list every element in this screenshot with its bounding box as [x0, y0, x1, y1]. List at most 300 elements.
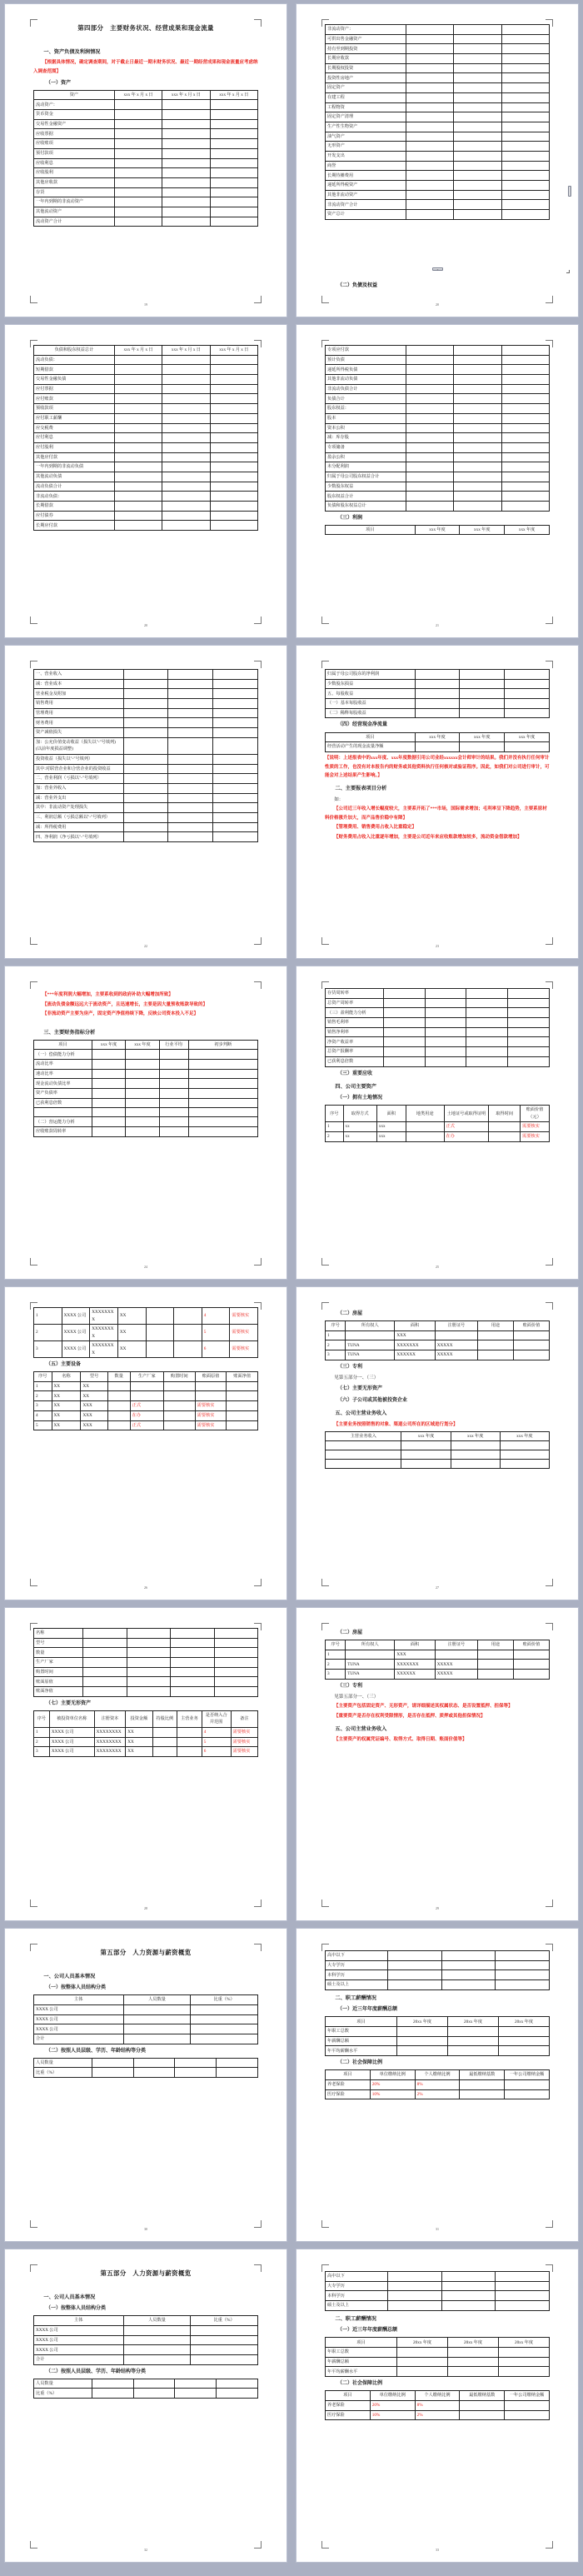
- cell-value[interactable]: [227, 1401, 258, 1411]
- cashflow-table[interactable]: [325, 732, 550, 752]
- cell-value[interactable]: [383, 1056, 425, 1066]
- cell-value[interactable]: [213, 737, 258, 754]
- cell-value[interactable]: [454, 161, 501, 171]
- cell-value[interactable]: 正式: [444, 1122, 489, 1132]
- cell-value[interactable]: [508, 1027, 550, 1037]
- cell-value[interactable]: [500, 1450, 549, 1460]
- cell-value[interactable]: [152, 1737, 177, 1747]
- cell-value[interactable]: XX: [126, 1737, 152, 1747]
- cell-value[interactable]: [123, 2355, 191, 2365]
- cell-value[interactable]: [508, 1056, 550, 1066]
- cell-value[interactable]: [227, 1391, 258, 1401]
- cell-value[interactable]: [425, 1037, 466, 1047]
- cell-value[interactable]: XXX: [81, 1410, 107, 1420]
- land-table[interactable]: [325, 1105, 550, 1141]
- cell-value[interactable]: [499, 2027, 550, 2037]
- cell-value[interactable]: [168, 728, 213, 738]
- cell-value[interactable]: XX: [126, 1727, 152, 1737]
- cell-value[interactable]: [171, 1677, 214, 1687]
- cell-value[interactable]: [114, 511, 162, 521]
- cell-value[interactable]: [505, 708, 550, 718]
- cell-value[interactable]: [210, 452, 257, 462]
- cell-value[interactable]: [213, 679, 258, 689]
- row-index[interactable]: 养老保险: [326, 2400, 371, 2410]
- row-index[interactable]: 养老保险: [326, 2079, 371, 2089]
- cell-value[interactable]: [168, 699, 213, 709]
- cell-value[interactable]: [454, 122, 501, 132]
- cell-value[interactable]: [168, 689, 213, 699]
- cell-value[interactable]: [500, 1441, 549, 1450]
- row-index[interactable]: 2: [326, 1660, 346, 1670]
- cell-value[interactable]: [188, 1098, 257, 1108]
- subsidiary-table-2[interactable]: [33, 1710, 258, 1757]
- cell-value[interactable]: [162, 384, 210, 394]
- cell-value[interactable]: [162, 521, 210, 531]
- cell-value[interactable]: [454, 102, 501, 112]
- cell-value[interactable]: XX: [81, 1381, 107, 1391]
- cell-value[interactable]: [214, 1648, 257, 1658]
- cell-value[interactable]: [397, 2348, 448, 2358]
- cell-value[interactable]: [126, 1127, 159, 1137]
- cell-value[interactable]: [406, 384, 453, 394]
- cell-value[interactable]: [499, 2348, 550, 2358]
- cell-value[interactable]: [425, 1008, 466, 1018]
- cell-value[interactable]: [92, 2068, 133, 2078]
- document-page-6[interactable]: [296, 646, 578, 958]
- cell-value[interactable]: [460, 679, 505, 689]
- cell-value[interactable]: XXX: [81, 1420, 107, 1430]
- cell-value[interactable]: [406, 472, 453, 482]
- cell-value[interactable]: [454, 452, 501, 462]
- cell-value[interactable]: [501, 83, 549, 93]
- cell-value[interactable]: [168, 718, 213, 728]
- cell-value[interactable]: [383, 1027, 425, 1037]
- cell-value[interactable]: [123, 832, 168, 842]
- cell-value[interactable]: [454, 482, 501, 492]
- cell-value[interactable]: XXXX 公司: [62, 1325, 90, 1341]
- cell-value[interactable]: [406, 404, 453, 414]
- cell-value[interactable]: [114, 404, 162, 414]
- cell-value[interactable]: [171, 1638, 214, 1648]
- cell-value[interactable]: [159, 1108, 188, 1117]
- cell-value[interactable]: [505, 670, 550, 680]
- cell-value[interactable]: [126, 1098, 159, 1108]
- cell-value[interactable]: [454, 73, 501, 83]
- cell-value[interactable]: [162, 177, 210, 187]
- cell-value[interactable]: [501, 54, 549, 64]
- cell-value[interactable]: [213, 699, 258, 709]
- cell-value[interactable]: [441, 1980, 496, 1990]
- cell-value[interactable]: [406, 502, 453, 512]
- cell-value[interactable]: [107, 1391, 130, 1401]
- equipment-table-cont[interactable]: [33, 1628, 258, 1697]
- cell-value[interactable]: [171, 1687, 214, 1697]
- cell-value[interactable]: [388, 2281, 442, 2291]
- cell-value[interactable]: [496, 2281, 550, 2291]
- cell-value[interactable]: [227, 1420, 258, 1430]
- cell-value[interactable]: [214, 1629, 257, 1639]
- cell-value[interactable]: 2%: [415, 2089, 460, 2099]
- cell-value[interactable]: [454, 25, 501, 35]
- cell-value[interactable]: [454, 492, 501, 502]
- cell-value[interactable]: [130, 1391, 163, 1401]
- cell-value[interactable]: XXXXXXXX: [90, 1308, 118, 1325]
- cell-value[interactable]: [214, 1638, 257, 1648]
- cell-value[interactable]: [162, 355, 210, 365]
- cell-value[interactable]: [401, 1460, 451, 1469]
- cell-value[interactable]: [425, 1018, 466, 1028]
- social-insurance-table-2[interactable]: [325, 2390, 550, 2420]
- cell-value[interactable]: [162, 462, 210, 472]
- cell-value[interactable]: [513, 1340, 549, 1350]
- cell-value[interactable]: [162, 187, 210, 197]
- cell-value[interactable]: [454, 384, 501, 394]
- cell-value[interactable]: [505, 2410, 550, 2420]
- cell-value[interactable]: [162, 433, 210, 443]
- cell-value[interactable]: XXXX 公司: [49, 1737, 94, 1747]
- cell-value[interactable]: [188, 1079, 257, 1089]
- cell-value[interactable]: [383, 1018, 425, 1028]
- cell-value[interactable]: [126, 1060, 159, 1070]
- social-insurance-table[interactable]: [325, 2069, 550, 2099]
- cell-value[interactable]: [114, 394, 162, 404]
- cell-value[interactable]: [127, 1658, 170, 1668]
- cell-value[interactable]: [406, 181, 453, 191]
- cell-value[interactable]: [406, 161, 453, 171]
- document-page-7[interactable]: [5, 966, 287, 1279]
- cell-value[interactable]: [107, 1410, 130, 1420]
- cell-value[interactable]: [406, 375, 453, 385]
- document-page-16[interactable]: [296, 2249, 578, 2562]
- cell-value[interactable]: [191, 2335, 258, 2345]
- assets-table-part2[interactable]: [325, 24, 550, 220]
- cell-value[interactable]: [188, 1108, 257, 1117]
- cell-value[interactable]: [501, 34, 549, 44]
- cell-value[interactable]: [454, 132, 501, 142]
- cell-value[interactable]: [130, 1381, 163, 1391]
- cell-value[interactable]: [159, 1050, 188, 1060]
- cell-value[interactable]: [174, 1325, 202, 1341]
- profit-table-header[interactable]: [325, 525, 550, 536]
- cell-value[interactable]: [406, 112, 453, 122]
- cell-value[interactable]: [454, 200, 501, 210]
- cell-value[interactable]: [188, 1117, 257, 1127]
- cell-value[interactable]: [406, 413, 453, 423]
- cell-value[interactable]: [454, 413, 501, 423]
- cell-value[interactable]: [126, 1069, 159, 1079]
- cell-value[interactable]: [83, 1658, 127, 1668]
- cell-value[interactable]: [383, 989, 425, 999]
- cell-value[interactable]: [501, 161, 549, 171]
- cell-value[interactable]: xxx: [376, 1131, 406, 1141]
- cell-value[interactable]: [175, 2058, 217, 2068]
- cell-value[interactable]: [460, 708, 505, 718]
- cell-value[interactable]: [406, 25, 453, 35]
- cell-value[interactable]: XXXXXXXX: [90, 1325, 118, 1341]
- document-page-12[interactable]: [296, 1608, 578, 1920]
- cell-value[interactable]: [501, 44, 549, 54]
- cell-value[interactable]: [114, 462, 162, 472]
- cell-value[interactable]: [454, 442, 501, 452]
- personnel-level-table-3[interactable]: [33, 2379, 258, 2399]
- cell-value[interactable]: [388, 1980, 442, 1990]
- cell-value[interactable]: [152, 1747, 177, 1757]
- cell-value[interactable]: [406, 73, 453, 83]
- cell-value[interactable]: [188, 1089, 257, 1099]
- cell-value[interactable]: [466, 1027, 508, 1037]
- cell-value[interactable]: 20%: [370, 2400, 415, 2410]
- cell-value[interactable]: [162, 472, 210, 482]
- cell-value[interactable]: XXXXX: [435, 1340, 477, 1350]
- cell-value[interactable]: [214, 1687, 257, 1697]
- cell-value[interactable]: [92, 1127, 125, 1137]
- cell-value[interactable]: [499, 2367, 550, 2377]
- cell-value[interactable]: [126, 1050, 159, 1060]
- cell-value[interactable]: [114, 207, 162, 217]
- cell-value[interactable]: [127, 1638, 170, 1648]
- cell-value[interactable]: [168, 832, 213, 842]
- cell-value[interactable]: [415, 742, 460, 752]
- cell-value[interactable]: [499, 2357, 550, 2367]
- cell-value[interactable]: [460, 2410, 505, 2420]
- cell-value[interactable]: [123, 670, 168, 680]
- revenue-table[interactable]: [325, 1431, 550, 1470]
- cell-value[interactable]: XXXXX: [435, 1660, 477, 1670]
- cell-value[interactable]: [508, 1018, 550, 1028]
- cell-value[interactable]: [505, 699, 550, 709]
- cell-value[interactable]: [188, 1127, 257, 1137]
- cell-value[interactable]: [114, 413, 162, 423]
- row-index[interactable]: 1: [34, 1727, 50, 1737]
- cell-value[interactable]: [162, 119, 210, 129]
- cell-value[interactable]: [406, 171, 453, 181]
- cell-value[interactable]: [123, 2004, 191, 2014]
- cell-value[interactable]: [162, 404, 210, 414]
- cell-value[interactable]: [114, 158, 162, 168]
- cell-value[interactable]: [466, 998, 508, 1008]
- cell-value[interactable]: [159, 1117, 188, 1127]
- cell-value[interactable]: [477, 1660, 513, 1670]
- cell-value[interactable]: [227, 1381, 258, 1391]
- cell-value[interactable]: [501, 171, 549, 181]
- cell-value[interactable]: XXXXXXXX: [94, 1747, 126, 1757]
- cell-value[interactable]: [163, 1401, 195, 1411]
- personnel-level-table-cont[interactable]: [325, 1950, 550, 1990]
- cell-value[interactable]: [406, 346, 453, 356]
- subsidiary-table[interactable]: [33, 1307, 258, 1358]
- cell-value[interactable]: [388, 2272, 442, 2282]
- cell-value[interactable]: [496, 1951, 550, 1961]
- indicators-table-part1[interactable]: [33, 1040, 258, 1137]
- cell-value[interactable]: XXXX 公司: [49, 1747, 94, 1757]
- cell-value[interactable]: XXX: [395, 1330, 435, 1340]
- cell-value[interactable]: [454, 423, 501, 433]
- cell-value[interactable]: [508, 998, 550, 1008]
- row-index[interactable]: 医疗保险: [326, 2089, 371, 2099]
- cell-value[interactable]: [92, 2058, 133, 2068]
- cell-value[interactable]: [83, 1687, 127, 1697]
- cell-value[interactable]: [441, 1951, 496, 1961]
- cell-value[interactable]: [168, 764, 213, 774]
- cell-value[interactable]: [210, 492, 257, 502]
- cell-value[interactable]: [454, 346, 501, 356]
- cell-value[interactable]: [213, 754, 258, 764]
- cell-value[interactable]: [454, 394, 501, 404]
- cell-value[interactable]: 5: [202, 1325, 230, 1341]
- cell-value[interactable]: [159, 1098, 188, 1108]
- cell-value[interactable]: [489, 1131, 521, 1141]
- cell-value[interactable]: [210, 217, 257, 227]
- cell-value[interactable]: [162, 423, 210, 433]
- cell-value[interactable]: [388, 2291, 442, 2301]
- cell-value[interactable]: [162, 148, 210, 158]
- cell-value[interactable]: [501, 112, 549, 122]
- row-index[interactable]: 5: [34, 1420, 52, 1430]
- document-page-11[interactable]: [5, 1608, 287, 1920]
- cell-value[interactable]: [159, 1079, 188, 1089]
- cell-value[interactable]: [501, 384, 549, 394]
- cell-value[interactable]: [123, 2345, 191, 2355]
- salary-table[interactable]: [325, 2016, 550, 2056]
- row-index[interactable]: 2: [34, 1391, 52, 1401]
- cell-value[interactable]: [227, 1410, 258, 1420]
- cell-value[interactable]: [114, 452, 162, 462]
- cell-value[interactable]: [454, 34, 501, 44]
- cell-value[interactable]: [499, 2046, 550, 2056]
- cell-value[interactable]: [406, 34, 453, 44]
- cell-value[interactable]: [146, 1341, 174, 1358]
- cell-value[interactable]: [123, 679, 168, 689]
- cell-value[interactable]: [168, 822, 213, 832]
- cell-value[interactable]: XXXX 公司: [49, 1727, 94, 1737]
- cell-value[interactable]: [127, 1648, 170, 1658]
- row-index[interactable]: 2: [326, 1340, 346, 1350]
- cell-value[interactable]: [499, 2036, 550, 2046]
- cell-value[interactable]: 需要核实: [195, 1420, 227, 1430]
- cell-value[interactable]: [406, 63, 453, 73]
- cell-value[interactable]: TUNA: [346, 1660, 395, 1670]
- cell-value[interactable]: XXXXX: [435, 1350, 477, 1360]
- cell-value[interactable]: [123, 689, 168, 699]
- cell-value[interactable]: xx: [343, 1122, 376, 1132]
- cell-value[interactable]: [123, 737, 168, 754]
- cell-value[interactable]: [133, 2058, 175, 2068]
- cell-value[interactable]: [210, 521, 257, 531]
- cell-value[interactable]: [177, 1747, 202, 1757]
- cell-value[interactable]: [114, 492, 162, 502]
- cell-value[interactable]: [92, 2379, 133, 2389]
- cell-value[interactable]: [406, 200, 453, 210]
- cell-value[interactable]: [508, 1037, 550, 1047]
- cell-value[interactable]: [92, 1069, 125, 1079]
- cell-value[interactable]: [107, 1381, 130, 1391]
- cell-value[interactable]: [460, 689, 505, 699]
- cell-value[interactable]: [191, 2034, 258, 2044]
- cell-value[interactable]: [448, 2036, 499, 2046]
- cell-value[interactable]: [175, 2379, 217, 2389]
- cell-value[interactable]: [406, 423, 453, 433]
- cell-value[interactable]: [441, 1960, 496, 1970]
- cell-value[interactable]: 需要核实: [230, 1341, 258, 1358]
- cell-value[interactable]: [210, 365, 257, 375]
- cell-value[interactable]: [477, 1350, 513, 1360]
- cell-value[interactable]: [123, 708, 168, 718]
- cell-value[interactable]: [210, 482, 257, 492]
- cell-value[interactable]: [406, 355, 453, 365]
- cell-value[interactable]: [460, 2089, 505, 2099]
- cell-value[interactable]: [448, 2367, 499, 2377]
- cell-value[interactable]: [83, 1648, 127, 1658]
- profit-table-part2[interactable]: [325, 669, 550, 718]
- cell-value[interactable]: [162, 482, 210, 492]
- cell-value[interactable]: 需要核实: [195, 1410, 227, 1420]
- cell-value[interactable]: [123, 2325, 191, 2335]
- cell-value[interactable]: [454, 63, 501, 73]
- cell-value[interactable]: [466, 1008, 508, 1018]
- cell-value[interactable]: [92, 2389, 133, 2399]
- cell-value[interactable]: XX: [52, 1401, 81, 1411]
- cell-value[interactable]: [210, 355, 257, 365]
- cell-value[interactable]: [162, 158, 210, 168]
- cell-value[interactable]: TUNA: [346, 1670, 395, 1680]
- cell-value[interactable]: [496, 1980, 550, 1990]
- cell-value[interactable]: [406, 92, 453, 102]
- cell-value[interactable]: [415, 670, 460, 680]
- cell-value[interactable]: [425, 998, 466, 1008]
- cell-value[interactable]: [217, 2068, 258, 2078]
- cell-value[interactable]: 6: [202, 1747, 231, 1757]
- cell-value[interactable]: [501, 492, 549, 502]
- cell-value[interactable]: [501, 142, 549, 152]
- cell-value[interactable]: [406, 190, 453, 200]
- cell-value[interactable]: [454, 92, 501, 102]
- cell-value[interactable]: [210, 433, 257, 443]
- cell-value[interactable]: [501, 404, 549, 414]
- cell-value[interactable]: [406, 1131, 444, 1141]
- cell-value[interactable]: [388, 2301, 442, 2311]
- cell-value[interactable]: [126, 1117, 159, 1127]
- cell-value[interactable]: [454, 151, 501, 161]
- cell-value[interactable]: [213, 803, 258, 813]
- cell-value[interactable]: TUNA: [346, 1350, 395, 1360]
- cell-value[interactable]: [406, 462, 453, 472]
- cell-value[interactable]: [123, 718, 168, 728]
- cell-value[interactable]: [501, 502, 549, 512]
- cell-value[interactable]: [162, 110, 210, 120]
- cell-value[interactable]: [114, 482, 162, 492]
- cell-value[interactable]: [123, 812, 168, 822]
- cell-value[interactable]: [406, 132, 453, 142]
- cell-value[interactable]: xxx: [376, 1122, 406, 1132]
- cell-value[interactable]: [460, 699, 505, 709]
- cell-value[interactable]: [114, 197, 162, 207]
- cell-value[interactable]: [505, 689, 550, 699]
- cell-value[interactable]: 5: [202, 1737, 231, 1747]
- cell-value[interactable]: [210, 139, 257, 149]
- cell-value[interactable]: [501, 413, 549, 423]
- cell-value[interactable]: [168, 670, 213, 680]
- cell-value[interactable]: [123, 2014, 191, 2024]
- cell-value[interactable]: [162, 452, 210, 462]
- cell-value[interactable]: [114, 187, 162, 197]
- table-resize-handle[interactable]: [566, 270, 570, 273]
- cell-value[interactable]: [383, 998, 425, 1008]
- cell-value[interactable]: [210, 110, 257, 120]
- cell-value[interactable]: [513, 1670, 549, 1680]
- cell-value[interactable]: [214, 1667, 257, 1677]
- cell-value[interactable]: [406, 482, 453, 492]
- cell-value[interactable]: [127, 1667, 170, 1677]
